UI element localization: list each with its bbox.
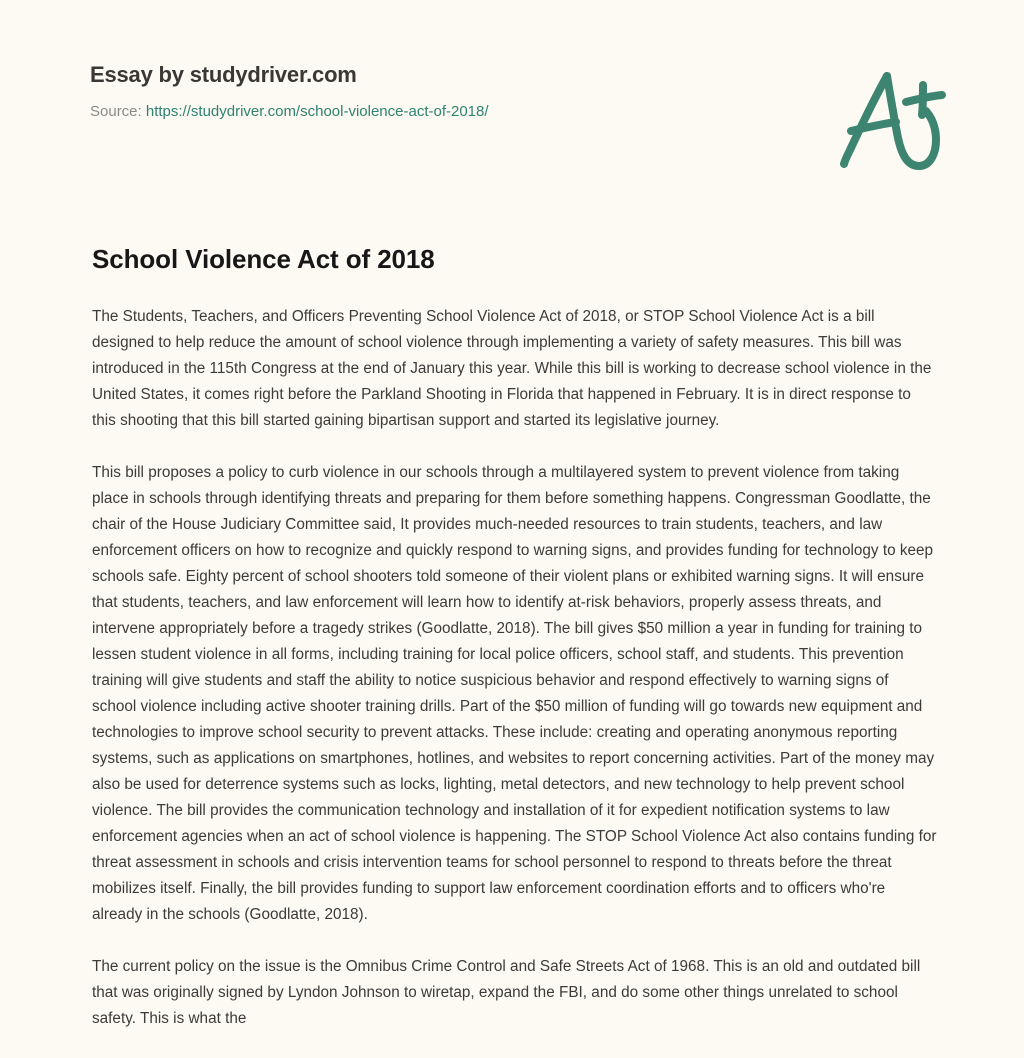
source-line — [90, 102, 790, 122]
essay-byline: Essay by studydriver.com — [90, 62, 357, 87]
paragraph: The current policy on the issue is the Omnibus Crime Control and Safe Streets Act of 1968. This is an old and outdated bill that was originally signed by Lyndon Johnson to wiretap, expand the FBI, and do some other things unrelated to school safety. This is what the — [92, 957, 921, 1027]
article-container — [92, 243, 937, 1032]
paragraph: This bill proposes a policy to curb violence in our schools through a multilayered system to prevent violence from taking place in schools through identifying threats and preparing for them before something happens. Congressman Goodlatte, the chair of the House Judiciary Committee said, It provides much-needed resources to train students, teachers, and law enforcement officers on how to recognize and quickly respond to warning signs, and provides funding for technology to keep schools safe. Eighty percent of school shooters told someone of their violent plans or exhibited warning signs. It will ensure that students, teachers, and law enforcement will learn how to identify at-risk behaviors, properly assess threats, and intervene appropriately before a tragedy strikes (Goodlatte, 2018). The bill gives $50 million a year in funding for training to lessen student violence in all forms, including training for local police officers, school staff, and students. This prevention training will give students and staff the ability to notice suspicious behavior and respond effectively to warning signs of school violence including active shooter training drills. Part of the $50 million of funding will go towards new equipment and technologies to improve school security to prevent attacks. These include: creating and operating anonymous reporting systems, such as applications on smartphones, hotlines, and websites to report concerning activities. Part of the money may also be used for deterrence systems such as locks, lighting, metal detectors, and new technology to help prevent school violence. The bill provides the communication technology and installation of it for expedient notification systems to law enforcement agencies when an act of school violence is happening. The STOP School Violence Act also contains funding for threat assessment in schools and crisis intervention teams for school personnel to respond to threats before the threat mobilizes itself. Finally, the bill provides funding to support law enforcement coordination efforts and to officers who're already in the schools (Goodlatte, 2018). — [92, 463, 937, 923]
source-url-link[interactable]: https://studydriver.com/school-violence-act-of-2018/ — [145, 103, 489, 121]
page-title: School Violence Act of 2018 — [92, 244, 435, 274]
studydriver-a-plus-logo[interactable] — [826, 58, 956, 178]
source-label: Source: — [90, 103, 142, 121]
a-plus-icon — [826, 58, 956, 178]
header-text-block — [90, 62, 790, 122]
page-header — [0, 0, 1024, 200]
paragraph: The Students, Teachers, and Officers Preventing School Violence Act of 2018, or STOP School Violence Act is a bill designed to help reduce the amount of school violence through implementing a variety of safety measures. This bill was introduced in the 115th Congress at the end of January this year. While this bill is working to decrease school violence in the United States, it comes right before the Parkland Shooting in Florida that happened in February. It is in direct response to this shooting that this bill started gaining bipartisan support and started its legislative journey. — [92, 307, 932, 429]
article-body — [92, 304, 937, 1032]
